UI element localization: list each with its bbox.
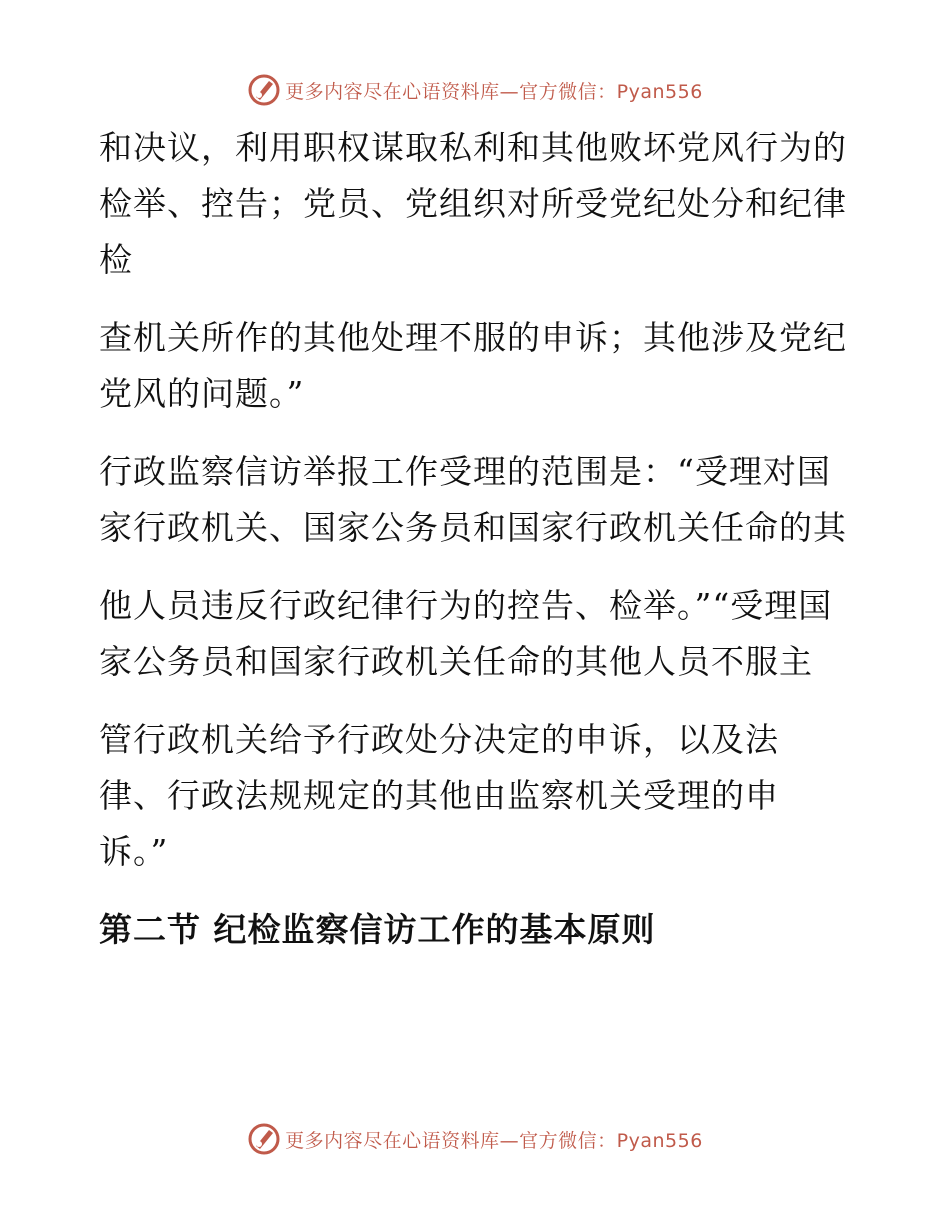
document-body — [99, 120, 859, 958]
section-heading: 第二节 纪检监察信访工作的基本原则 — [99, 910, 656, 949]
paragraph-4: 他人员违反行政纪律行为的控告、检举。”“受理国家公务员和国家行政机关任命的其他人员不服主 — [99, 586, 833, 681]
paragraph-2: 查机关所作的其他处理不服的申诉；其他涉及党纪党风的问题。” — [99, 318, 847, 413]
paragraph-3: 行政监察信访举报工作受理的范围是：“受理对国家行政机关、国家公务员和国家行政机关任命的其 — [99, 452, 847, 547]
paragraph-1: 和决议，利用职权谋取私利和其他败坏党风行为的检举、控告；党员、党组织对所受党纪处分和纪律检 — [99, 128, 847, 279]
header-banner-text: 更多内容尽在心语资料库—官方微信：Pyan556 — [285, 80, 703, 103]
logo-icon — [247, 1122, 281, 1156]
header-banner — [0, 72, 950, 108]
paragraph-5: 管行政机关给予行政处分决定的申诉，以及法律、行政法规规定的其他由监察机关受理的申诉。” — [99, 720, 779, 871]
footer-banner-text: 更多内容尽在心语资料库—官方微信：Pyan556 — [285, 1129, 703, 1152]
footer-banner — [0, 1121, 950, 1157]
logo-icon — [247, 73, 281, 107]
